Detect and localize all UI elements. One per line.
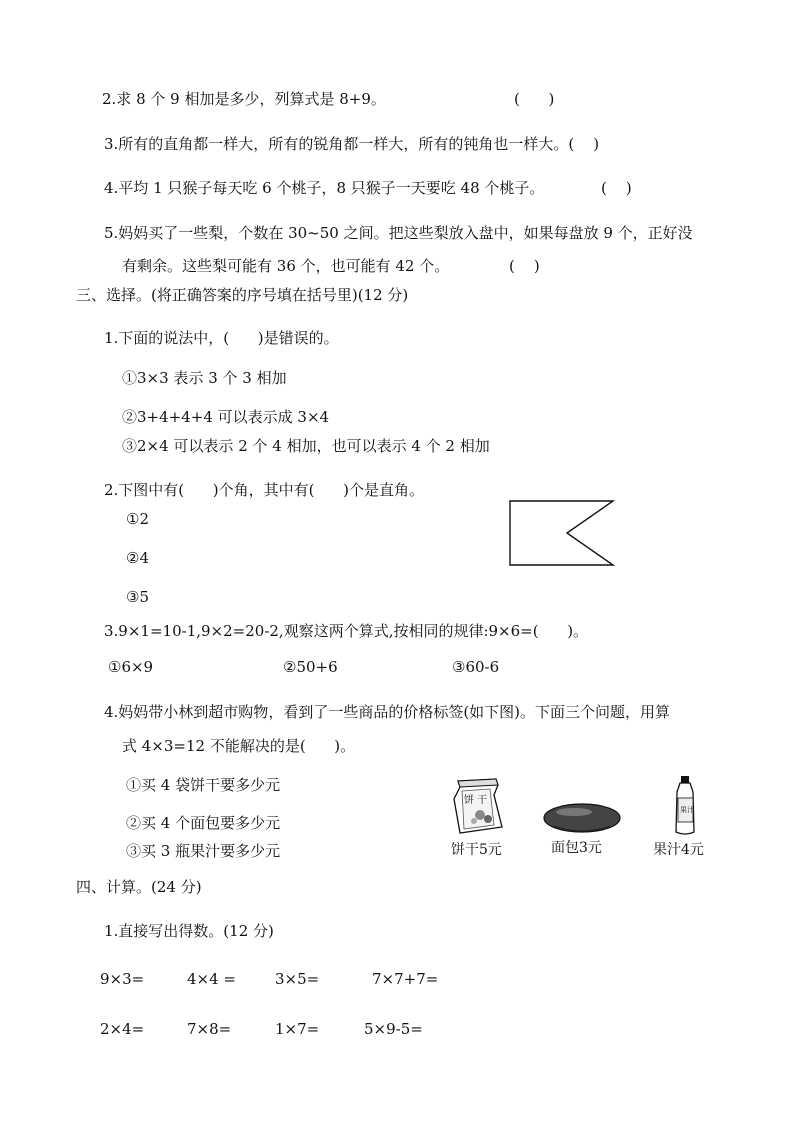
choice-q4-line1: 4.妈妈带小林到超市购物，看到了一些商品的价格标签(如下图)。下面三个问题，用算: [104, 703, 671, 721]
product-label-cookie: 饼干5元: [451, 842, 502, 858]
judge-q2: 2.求 8 个 9 相加是多少，列算式是 8+9。: [102, 90, 386, 108]
calc-row1-item1: 9×3=: [100, 970, 145, 988]
choice-q2: 2.下图中有( )个角，其中有( )个是直角。: [104, 481, 424, 499]
juice-bottle-text: 果汁: [680, 806, 694, 814]
calc-q1: 1.直接写出得数。(12 分): [104, 922, 274, 940]
angle-figure: [500, 492, 620, 572]
judge-q4-bracket: ( ): [601, 179, 632, 197]
choice-q2-option-3: ③5: [126, 588, 149, 606]
choice-q3-option-1: ①6×9: [108, 658, 154, 676]
calc-row1-item4: 7×7+7=: [372, 970, 439, 988]
choice-q3-option-3: ③60-6: [452, 658, 500, 676]
calc-row1-item3: 3×5=: [275, 970, 320, 988]
product-label-juice: 果汁4元: [653, 842, 704, 858]
choice-q4-option-3: ③买 3 瓶果汁要多少元: [126, 842, 281, 860]
bread-icon: [540, 800, 624, 840]
choice-q3-option-2: ②50+6: [283, 658, 338, 676]
product-label-bread: 面包3元: [551, 840, 602, 856]
cookie-bag-text: 饼 干: [464, 795, 488, 806]
calc-row2-item2: 7×8=: [187, 1020, 232, 1038]
choice-q1-option-3: ③2×4 可以表示 2 个 4 相加，也可以表示 4 个 2 相加: [122, 437, 490, 455]
judge-q2-bracket: ( ): [514, 90, 555, 108]
choice-q4-option-2: ②买 4 个面包要多少元: [126, 814, 281, 832]
choice-q4-line2: 式 4×3=12 不能解决的是( )。: [122, 737, 356, 755]
calc-row2-item1: 2×4=: [100, 1020, 145, 1038]
judge-q4: 4.平均 1 只猴子每天吃 6 个桃子，8 只猴子一天要吃 48 个桃子。: [104, 179, 545, 197]
choice-q4-option-1: ①买 4 袋饼干要多少元: [126, 776, 281, 794]
calc-row2-item4: 5×9-5=: [364, 1020, 423, 1038]
cookie-bag-icon: [450, 775, 506, 835]
judge-q3: 3.所有的直角都一样大，所有的锐角都一样大，所有的钝角也一样大。( ): [104, 135, 600, 153]
choice-q1-option-2: ②3+4+4+4 可以表示成 3×4: [122, 408, 330, 426]
calc-row1-item2: 4×4 =: [187, 970, 236, 988]
flag-shape: [510, 501, 613, 565]
choice-q1-option-1: ①3×3 表示 3 个 3 相加: [122, 369, 287, 387]
calc-row2-item3: 1×7=: [275, 1020, 320, 1038]
judge-q5-line2: 有剩余。这些梨可能有 36 个，也可能有 42 个。: [122, 257, 450, 275]
judge-q5-line1: 5.妈妈买了一些梨，个数在 30~50 之间。把这些梨放入盘中，如果每盘放 9 个，正好没: [104, 224, 693, 242]
choice-q3: 3.9×1=10-1,9×2=20-2,观察这两个算式,按相同的规律:9×6=( )。: [104, 622, 589, 640]
calc-heading: 四、计算。(24 分): [76, 878, 202, 896]
judge-q5-bracket: ( ): [509, 257, 540, 275]
choice-q2-option-1: ①2: [126, 510, 149, 528]
choice-q1: 1.下面的说法中，( )是错误的。: [104, 329, 339, 347]
choice-heading: 三、选择。(将正确答案的序号填在括号里)(12 分): [76, 286, 409, 304]
choice-q2-option-2: ②4: [126, 549, 149, 567]
juice-bottle-icon: [670, 774, 700, 836]
